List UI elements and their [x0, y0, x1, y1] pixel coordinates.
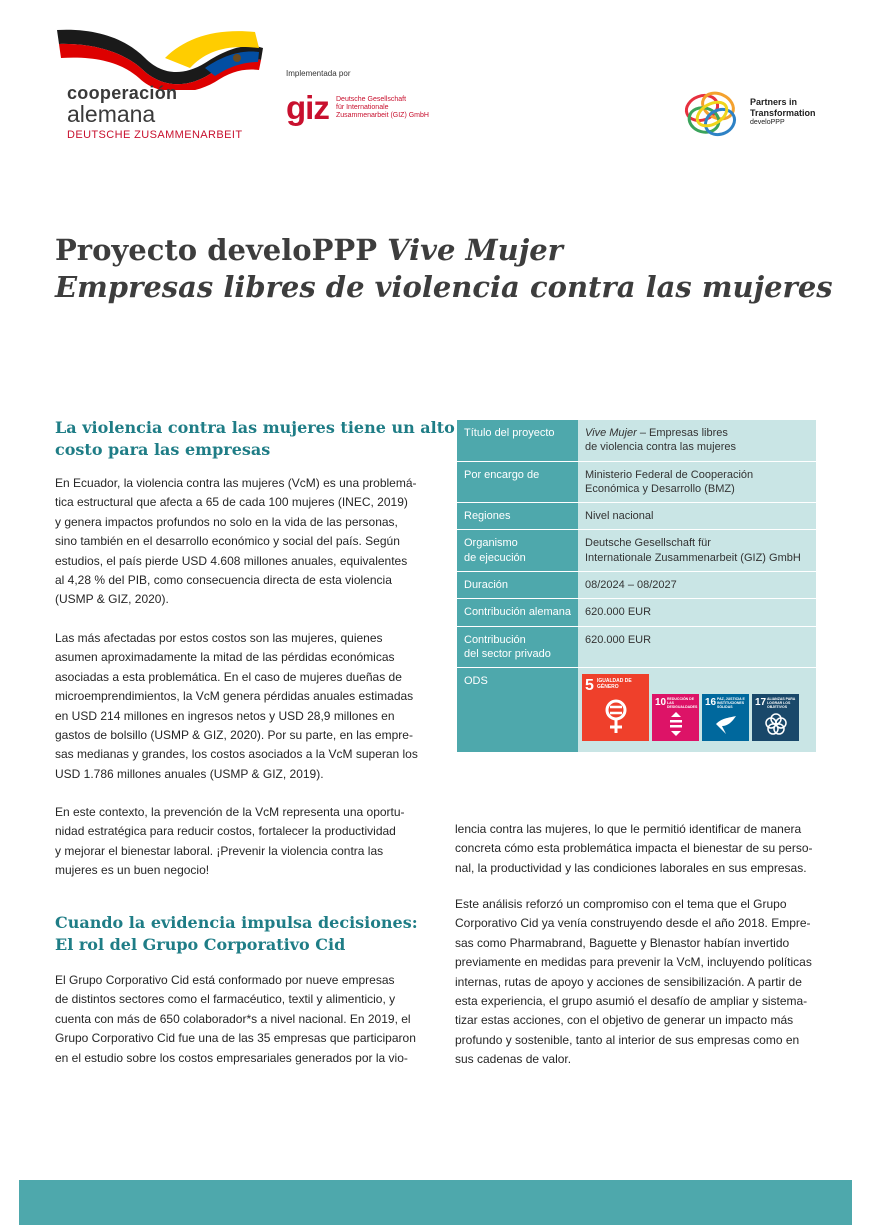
text-line: En Ecuador, la violencia contra las mujeres (VcM) es una problemá- [55, 476, 417, 490]
value-line: Ministerio Federal de Cooperación [585, 468, 754, 481]
text-line: concreta cómo esta problemática impacta el bienestar de su perso- [455, 841, 813, 856]
right-paragraph-2 [455, 895, 812, 1070]
row-value [578, 530, 816, 572]
table-row [457, 626, 816, 668]
text-line: Las más afectadas por estos costos son las mujeres, quienes [55, 631, 383, 645]
value-line: Deutsche Gesellschaft für [585, 537, 711, 550]
partners-rings-icon [680, 84, 744, 144]
section2-heading-l1: Cuando la evidencia impulsa decisiones: [55, 913, 418, 932]
text-line: sino también en el desarrollo económico y social del país. Según [55, 534, 400, 549]
row-value: Nivel nacional [578, 503, 816, 530]
pit-line3: develoPPP [750, 118, 785, 126]
implemented-by-label: Implementada por [286, 69, 351, 78]
pit-line1: Partners in [750, 97, 798, 107]
text-line: sas como Pharmabrand, Baguette y Blenastor habían invertido [455, 935, 790, 950]
sdg-5-icon [582, 674, 649, 741]
reduced-inequalities-icon [666, 712, 686, 736]
text-line: de distintos sectores como el farmacéutico, textil y alimenticio, y [55, 992, 396, 1007]
row-label [457, 626, 578, 668]
text-line: USD 1.786 millones anuales (USMP & GIZ, 2019). [55, 766, 324, 781]
row-label [457, 530, 578, 572]
label-line: Contribución [464, 633, 526, 646]
text-line: lencia contra las mujeres, lo que le permitió identificar de manera [455, 822, 802, 836]
table-row [457, 530, 816, 572]
label-line: Organismo [464, 537, 518, 550]
text-line: Corporativo Cid ya venía construyendo desde el año 2018. Empre- [455, 916, 811, 931]
sdg-number: 16 [705, 697, 717, 709]
footer-bar [19, 1180, 852, 1225]
text-line: microemprendimientos, la VcM genera pérdidas anuales estimadas [55, 689, 414, 704]
title-line2: Empresas libres de violencia contra las mujeres [55, 270, 833, 305]
sdg-label: ALIANZAS PARA LOGRAR LOS OBJETIVOS [767, 697, 796, 709]
row-value [578, 461, 816, 503]
text-line: tizar estas acciones, con el objetivo de generar un impacto más [455, 1013, 794, 1028]
giz-line1: Deutsche Gesellschaft [336, 96, 407, 103]
cooperacion-alemana-logo [67, 84, 242, 141]
partners-in-transformation-logo [750, 97, 816, 127]
right-paragraph-1 [455, 820, 813, 878]
text-line: tica estructural que afecta a 65 de cada 100 mujeres (INEC, 2019) [55, 495, 408, 510]
text-line: y genera impactos profundos no solo en la vida de las personas, [55, 514, 398, 529]
sdg-label: REDUCCIÓN DE LAS DESIGUALDADES [667, 697, 698, 709]
coat-of-arms-icon [233, 54, 241, 62]
row-label: Por encargo de [457, 461, 578, 503]
giz-line2: für Internationale [336, 104, 389, 112]
coop-line2: alemana [67, 101, 156, 127]
text-line: al 4,28 % del PIB, como consecuencia directa de esta violencia [55, 573, 392, 588]
table-row [457, 572, 816, 599]
text-line: profundo y sostenible, tanto al interior de sus empresas como en [455, 1032, 800, 1047]
sdg-number: 5 [585, 677, 594, 695]
row-value: 620.000 EUR [578, 599, 816, 626]
text-line: y mejorar el bienestar laboral. ¡Prevenir la violencia contra las [55, 843, 384, 858]
text-line: mujeres es un buen negocio! [55, 863, 210, 878]
text-line: (USMP & GIZ, 2020). [55, 592, 169, 607]
project-name-l2: de violencia contra las mujeres [585, 441, 737, 454]
text-line: estudios, el país pierde USD 4.608 millones anuales, equivalentes [55, 553, 408, 568]
project-info-table [457, 420, 816, 752]
text-line: asociadas a esta problemática. En el caso de mujeres dueñas de [55, 669, 402, 684]
text-line: Este análisis reforzó un compromiso con el tema que el Grupo [455, 897, 787, 911]
title-line1-italic: Vive Mujer [387, 233, 563, 267]
title-line1-plain: Proyecto develoPPP [55, 233, 388, 267]
text-line: sus cadenas de valor. [455, 1052, 572, 1067]
project-name-rest: – Empresas libres [636, 427, 728, 439]
table-row [457, 599, 816, 626]
section2-paragraph-1 [55, 971, 416, 1068]
section1-paragraph-3 [55, 803, 405, 881]
project-name-italic: Vive Mujer [585, 427, 637, 439]
section1-heading [55, 417, 455, 462]
sdg-number: 10 [655, 697, 667, 709]
row-label: Regiones [457, 503, 578, 530]
coop-line1: cooperación [67, 83, 178, 103]
sdg-10-icon [652, 694, 699, 741]
value-line: Internationale Zusammenarbeit (GIZ) GmbH [585, 551, 801, 564]
dove-peace-icon [714, 714, 738, 736]
text-line: en USD 214 millones en ingresos netos y USD 28,9 millones en [55, 708, 395, 723]
label-line: del sector privado [464, 647, 551, 660]
section1-paragraph-2 [55, 629, 418, 784]
gender-equality-icon [602, 698, 630, 736]
giz-logo: giz [286, 89, 329, 126]
row-value: 08/2024 – 08/2027 [578, 572, 816, 599]
partnership-flower-icon [765, 713, 787, 735]
sdg-number: 17 [755, 697, 767, 709]
text-line: En este contexto, la prevención de la VcM representa una oportu- [55, 805, 405, 819]
section1-paragraph-1 [55, 474, 417, 610]
pit-line2: Transformation [750, 107, 816, 118]
giz-full-name [336, 96, 429, 120]
label-line: de ejecución [464, 551, 526, 564]
page-title [55, 232, 833, 306]
table-row [457, 420, 816, 461]
table-row [457, 461, 816, 503]
table-row [457, 503, 816, 530]
row-label: Duración [457, 572, 578, 599]
section2-heading-l2: El rol del Grupo Corporativo Cid [55, 935, 346, 955]
sdg-label: PAZ, JUSTICIA E INSTITUCIONES SÓLIDAS [717, 697, 745, 709]
text-line: previamente en medidas para prevenir la VcM, incluyendo políticas [455, 955, 812, 970]
text-line: internas, rutas de apoyo y acciones de sensibilización. A partir de [455, 974, 802, 989]
text-line: nal, la productividad y las condiciones laborales en sus empresas. [455, 860, 807, 875]
text-line: asumen aproximadamente la mitad de las pérdidas económicas [55, 650, 395, 665]
text-line: gastos de bolsillo (USMP & GIZ, 2020). Por su parte, en las empre- [55, 728, 413, 743]
row-value [578, 668, 816, 753]
text-line: cuenta con más de 650 colaborador*s a nivel nacional. En 2019, el [55, 1011, 411, 1026]
section1-heading-l1: La violencia contra las mujeres tiene un alto [55, 418, 455, 437]
row-label: Contribución alemana [457, 599, 578, 626]
flag-ribbon-icon [55, 18, 267, 90]
text-line: Grupo Corporativo Cid fue una de las 35 empresas que participaron [55, 1031, 416, 1046]
section2-heading [55, 912, 418, 957]
text-line: nidad estratégica para reducir costos, fortalecer la productividad [55, 824, 396, 839]
value-line: Económica y Desarrollo (BMZ) [585, 482, 735, 495]
text-line: en el estudio sobre los costos empresariales generados por la vio- [55, 1050, 408, 1065]
sdg-label: IGUALDAD DE GÉNERO [597, 678, 632, 690]
table-row [457, 668, 816, 753]
row-value [578, 420, 816, 461]
text-line: esta experiencia, el grupo asumió el desafío de ampliar y sistema- [455, 994, 808, 1009]
text-line: sas medianas y grandes, los costos asociados a la VcM superan los [55, 747, 418, 762]
sdg-16-icon [702, 694, 749, 741]
row-label: Título del proyecto [457, 420, 578, 461]
section1-heading-l2: costo para las empresas [55, 440, 271, 460]
giz-line3: Zusammenarbeit (GIZ) GmbH [336, 112, 429, 120]
text-line: El Grupo Corporativo Cid está conformado por nueve empresas [55, 973, 395, 987]
row-label: ODS [457, 668, 578, 753]
coop-line3: DEUTSCHE ZUSAMMENARBEIT [67, 129, 243, 141]
row-value: 620.000 EUR [578, 626, 816, 668]
sdg-17-icon [752, 694, 799, 741]
